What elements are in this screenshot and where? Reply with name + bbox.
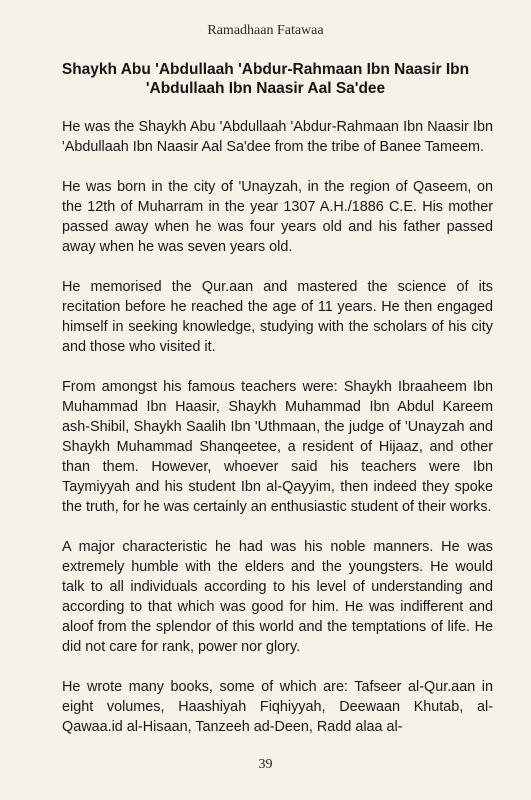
paragraph-lineage: He was the Shaykh Abu 'Abdullaah 'Abdur-Rahmaan Ibn Naasir Ibn 'Abdullaah Ibn Naasir Aal Sa'dee from the tribe of Banee Tameem. [62,119,493,155]
paragraph-manners: A major characteristic he had was his noble manners. He was extremely humble with the elders and the youngsters. He would talk to all individuals according to his level of understanding and according to that which was good for him. He was indifferent and aloof from the splendor of this world and the temptations of life. He did not care for rank, power nor glory. [62,539,493,655]
running-header: Ramadhaan Fatawaa [207,23,324,38]
section-title: Shaykh Abu 'Abdullaah 'Abdur-Rahmaan Ibn Naasir Ibn 'Abdullaah Ibn Naasir Aal Sa'dee [61,61,470,97]
page-number: 39 [258,757,273,772]
paragraph-teachers: From amongst his famous teachers were: Shaykh Ibraaheem Ibn Muhammad Ibn Haasir, Shaykh Muhammad Ibn Abdul Kareem ash-Shibil, Shaykh Saalih Ibn 'Uthmaan, the judge of 'Unayzah and Shaykh Muhammad Shanqeetee, a resident of Hijaaz, and other than them. However, whoever said his teachers were Ibn Taymiyyah and his student Ibn al-Qayyim, then indeed they spoke the truth, for he was certainly an enthusiastic student of their works. [62,379,493,515]
paragraph-birth: He was born in the city of 'Unayzah, in the region of Qaseem, on the 12th of Muharram in the year 1307 A.H./1886 C.E. His mother passed away when he was four years old and his father passed away when he was seven years old. [62,179,493,255]
paragraph-education: He memorised the Qur.aan and mastered the science of its recitation before he reached the age of 11 years. He then engaged himself in seeking knowledge, studying with the scholars of his city and those who visited it. [62,279,493,355]
body-text [62,117,493,737]
paragraph-books: He wrote many books, some of which are: Tafseer al-Qur.aan in eight volumes, Haashiyah Fiqhiyyah, Deewaan Khutab, al-Qawaa.id al-Hisaan, Tanzeeh ad-Deen, Radd alaa al- [62,679,493,735]
